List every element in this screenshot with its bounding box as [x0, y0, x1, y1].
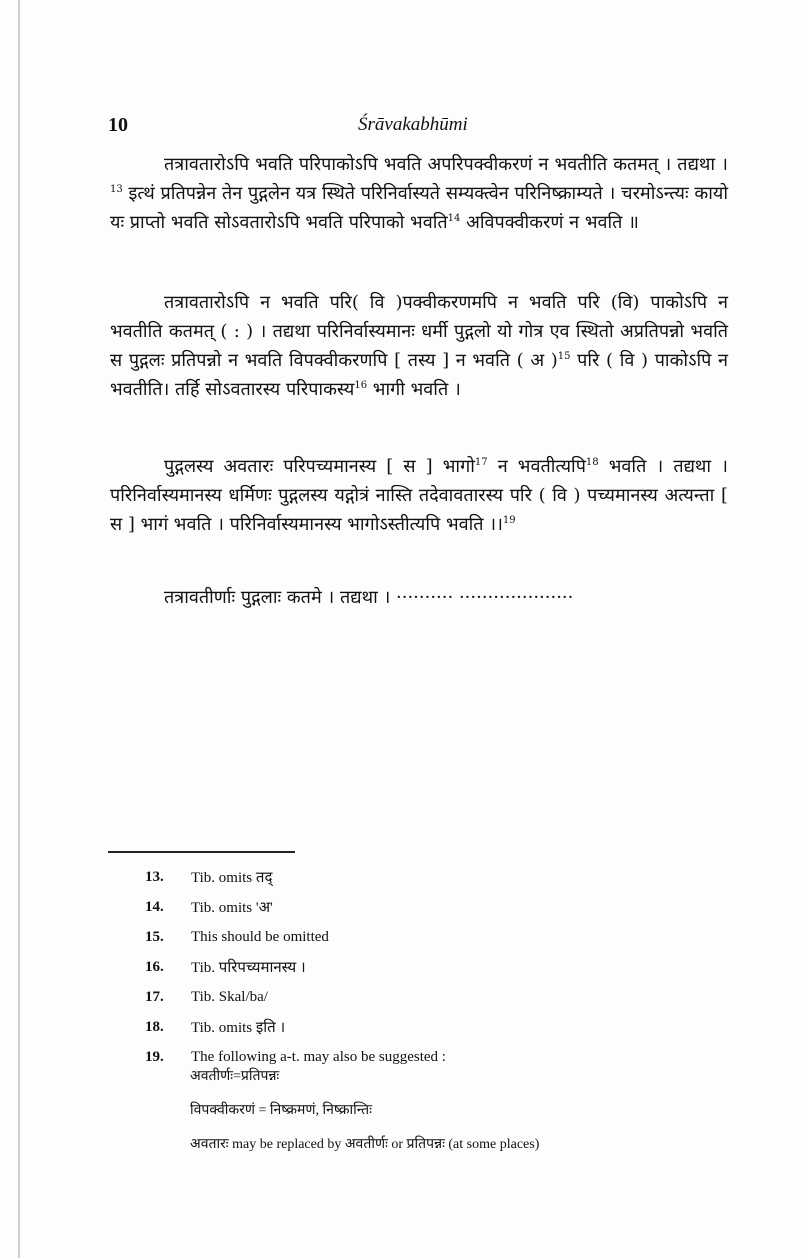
footnote-item [145, 952, 755, 982]
footnote-ref[interactable]: 14 [447, 213, 461, 224]
footnote-number: 18. [145, 1018, 164, 1035]
paragraph-text: भागी भवति । [367, 379, 461, 400]
footnote-ref[interactable]: 18 [585, 457, 599, 468]
footnote-item [145, 982, 755, 1012]
footnote-text: Tib. omits 'अ' [191, 900, 273, 916]
footnote-line: विपक्वीकरणं = निष्क्रमणं, निष्क्रान्तिः [190, 1102, 372, 1118]
footnote-number: 15. [145, 928, 164, 945]
footnote-separator [108, 851, 295, 853]
footnote-ref[interactable]: 15 [557, 351, 571, 362]
paragraph-text: भवति । तद्यथा । परिनिर्वास्यमानस्य धर्मिणः पुद्गलस्य यद्गोत्रं नास्ति तदेवावतारस्य परि ( वि ) पच्यमानस्य अत्यन्ता [ स ] भागं भवति । परिनिर्वास्यमानस्य भागोऽस्तीत्यपि भवति ।। [110, 456, 728, 535]
paragraph-text: परि ( वि ) पाकोऽपि न भवतीति। तर्हि सोऽवतारस्य परिपाकस्य [110, 350, 729, 400]
footnote-19-continuation [190, 1058, 539, 1160]
paragraph-text: तत्रावतारोऽपि भवति परिपाकोऽपि भवति अपरिपक्वीकरणं न भवतीति कतमत् । तद्यथा । [164, 154, 728, 175]
paragraph-2 [110, 288, 728, 404]
footnote-text: Tib. omits तद् [191, 870, 273, 886]
paragraph-text: पुद्गलस्य अवतारः परिपच्यमानस्य [ स ] भागो [164, 456, 475, 477]
footnotes-list [145, 862, 755, 1072]
footnote-item [145, 862, 755, 892]
paragraph-text: तत्रावतारोऽपि न भवति परि( वि )पक्वीकरणमपि न भवति परि (वि) पाकोऽपि न भवतीति कतमत् ( : ) । तद्यथा परिनिर्वास्यमानः धर्मी पुद्गलो यो गोत्र एव स्थितो अप्रतिपन्नो भवति स पुद्गलः प्रतिपन्नो न भवति विपक्वीकरणपि [ तस्य ] न भवति ( अ ) [110, 292, 728, 371]
paragraph-text: अविपक्वीकरणं न भवति ॥ [460, 212, 639, 233]
footnote-item [145, 922, 755, 952]
footnote-number: 19. [145, 1048, 164, 1065]
footnote-line: अवतारः may be replaced by अवतीर्णः or प्रतिपन्नः (at some places) [190, 1136, 540, 1152]
footnote-text: Tib. परिपच्यमानस्य । [191, 960, 306, 976]
paragraph-text: तत्रावतीर्णाः पुद्गलाः कतमे । तद्यथा । ·········· ···················· [164, 587, 574, 608]
footnote-number: 17. [145, 988, 164, 1005]
footnote-number: 14. [145, 898, 164, 915]
footnote-ref[interactable]: 13 [110, 184, 123, 195]
footnote-number: 13. [145, 868, 164, 885]
footnote-ref[interactable]: 17 [474, 457, 488, 468]
footnote-text: This should be omitted [191, 928, 329, 945]
paragraph-1 [110, 150, 728, 237]
footnote-text: Tib. Skal/ba/ [191, 988, 268, 1005]
footnote-item [145, 892, 755, 922]
page-number: 10 [108, 114, 128, 136]
paragraph-4 [110, 583, 728, 612]
footnote-line: अवतीर्णः=प्रतिपन्नः [190, 1068, 280, 1084]
running-title: Śrāvakabhūmi [358, 114, 468, 135]
footnote-item [145, 1012, 755, 1042]
footnote-text: Tib. omits इति । [191, 1020, 286, 1036]
footnote-ref[interactable]: 16 [354, 380, 368, 391]
footnote-text: The following a-t. may also be suggested : [191, 1048, 446, 1065]
footnote-number: 16. [145, 958, 164, 975]
footnote-ref[interactable]: 19 [502, 515, 516, 526]
paragraph-text: इत्थं प्रतिपन्नेन तेन पुद्गलेन यत्र स्थिते परिनिर्वास्यते सम्यक्त्वेन परिनिष्क्राम्यते । चरमोऽन्त्यः कायो यः प्राप्तो भवति सोऽवतारोऽपि भवति परिपाको भवति [110, 183, 728, 233]
paragraph-3 [110, 452, 728, 539]
page-binding-edge [18, 0, 20, 1258]
paragraph-text: न भवतीत्यपि [487, 456, 586, 477]
